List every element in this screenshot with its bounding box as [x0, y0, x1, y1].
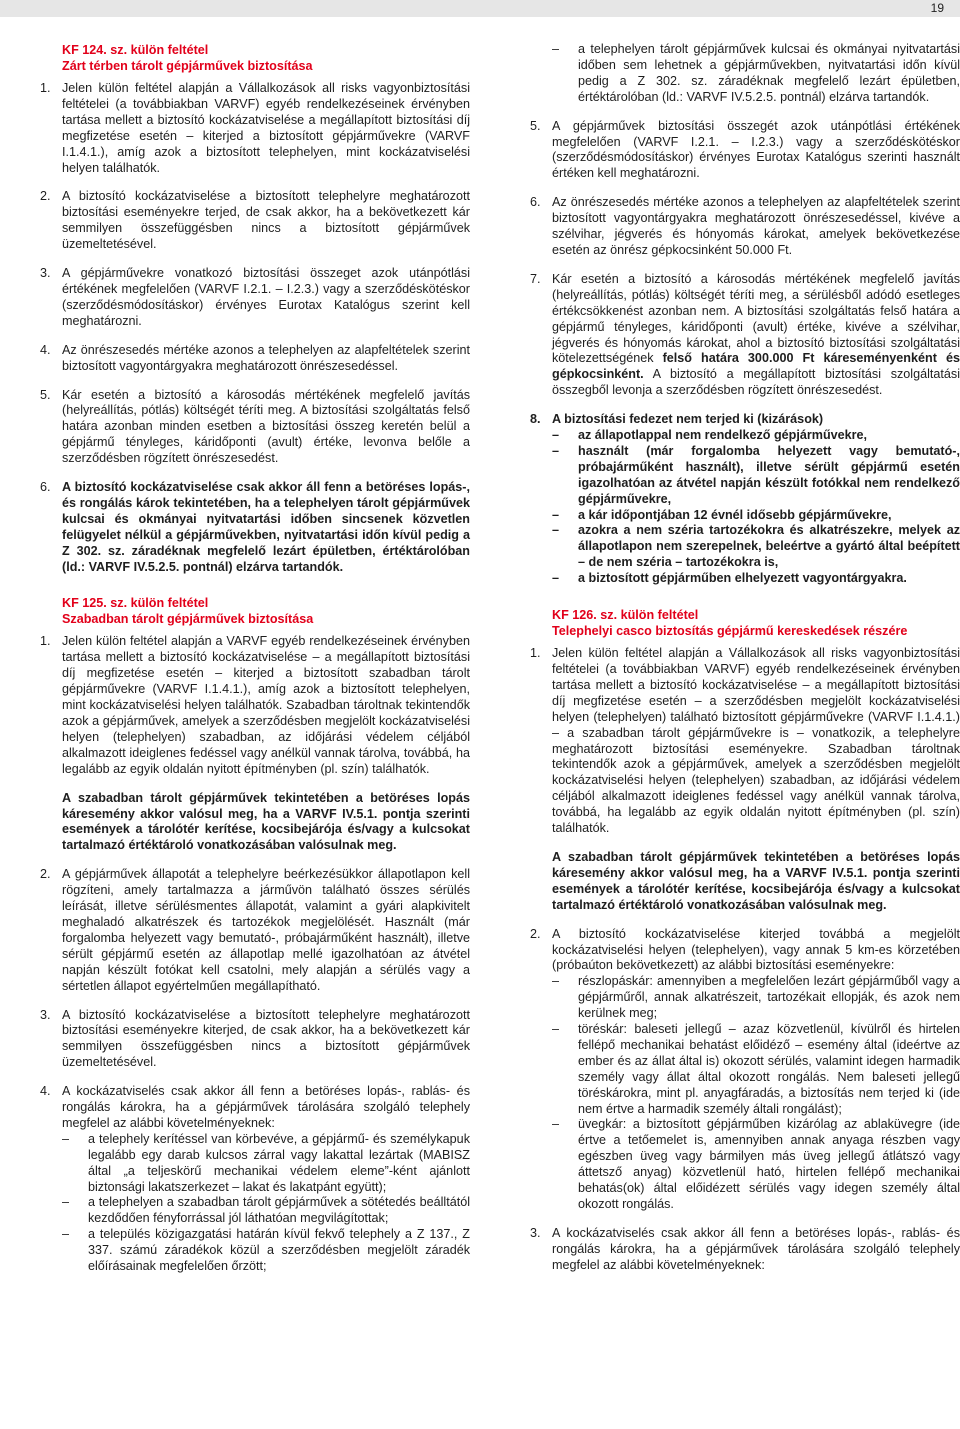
item-text: Jelen külön feltétel alapján a VARVF egyéb rendelkezéseinek érvényben tartása mellett a biztosító kockázatviselése – a megállapított biztosítási díj megfizetése esetén – kiterjed a biztosított szabadban tárolt gépjárművekre (VARVF I.1.4.1.), amíg azok a biztosított telephelyen, mint kockázatviselési helyen találhatók. Szabadban tároltnak tekintendők azok a gépjárművek, amelyek a szerződésben megjelölt kockázatviselési helyen (telephelyen) szabadban, az időjárási védelem céljából alkalmazott ideiglenes fedéssel vagy anélkül vannak tárolva, továbbá, ha legalább az egyik oldalán nyitott építményben (pl. szín) találhatók. [62, 634, 470, 776]
kf126-item-2-dash-3: – üvegkár: a biztosított gépjárműben kizárólag az ablaküvegre (ide értve a tetőemelet is, amennyiben annak anyaga részben vagy egészben üveg vagy bármilyen más üveg jellegű átlátszó vagy áttetsző anyag) közvetlenül ható, hirtelen fellépő mechanikai behatás(ok) által előidézett sérülés vagy idegen személy által okozott rongálás. [552, 1117, 960, 1211]
item-text: A biztosító kockázatviselése a biztosított telephelyre meghatározott biztosítási eseményekre kiterjed, de csak akkor, ha a bekövetkezett kár semmilyen összefüggésben nincs a biztosított gépjárművek üzemeltetésével. [62, 1007, 470, 1070]
item-number: 8. [530, 412, 541, 427]
page-number: 19 [930, 1, 944, 15]
exclusion-dash-2: – használt (már forgalomba helyezett vagy bemutató-, próbajárműként használt), illetve sérült gépjármű esetén igazolhatóan az átvétel napján készült fotókkal nem rendelkező gépjárművekre, [552, 443, 960, 506]
page-header-bar [0, 0, 960, 17]
exclusion-dash-5: – a biztosított gépjárműben elhelyezett vagyontárgyakra. [552, 571, 907, 586]
item-number: 2. [530, 926, 541, 941]
item-number: 1. [40, 81, 51, 95]
kf126-item-3 [530, 1226, 960, 1274]
item-number: 6. [40, 480, 51, 495]
item-number: 5. [530, 118, 541, 133]
kf126-item-2 [530, 927, 960, 975]
kf126-title: KF 126. sz. külön feltétel [552, 608, 699, 623]
item-text: Jelen külön feltétel alapján a Vállalkozások all risks vagyonbiztosítási feltételei (a továbbiakban VARVF) egyéb rendelkezéseinek érvényben tartása mellett a biztosító kockázatviselése – a megállapított biztosítási díj megfizetése esetén – a szerződésben megjelölt kockázatviselési helyen (telephelyen) található biztosított gépjárművekre (VARVF I.1.4.1.) – a szabadban tárolt gépjárművekre is – vonatkozik, a telephelyre meghatározott biztosítási eseményekre. Szabadban tároltnak tekintendők azok a gépjárművek, amelyek a szerződésben megjelölt kockázatviselési helyen (telephelyen) szabadban, az időjárási védelem céljából alkalmazott ideiglenes fedéssel vagy anélkül vannak tárolva, továbbá, ha legalább az egyik oldalán nyitott építményben (pl. szín) találhatók. [552, 646, 960, 836]
kf124-item-1 [40, 81, 470, 176]
kf125-item-1 [40, 634, 470, 777]
kf124-item-3 [40, 266, 470, 330]
kf126-item-2-dash-1: – részlopáskár: amennyiben a megfelelően lezárt gépjárműből vagy a gépjárműről, annak alkatrészeit, tartozékait ellopják, és azok nem kerülnek meg; [552, 974, 960, 1021]
kf125-item-4 [40, 1084, 470, 1132]
item-text: A biztosító kockázatviselése a biztosított telephelyre meghatározott biztosítási eseményekre terjed, de csak akkor, ha a bekövetkezett kár semmilyen összefüggésben nincs a biztosított gépjárművek üzemeltetésével. [62, 189, 470, 252]
kf124-subtitle: Zárt térben tárolt gépjárművek biztosítása [62, 59, 313, 73]
item-number: 1. [530, 646, 541, 661]
item-number: 4. [40, 1084, 51, 1099]
kf125-item-4-dash-2: – a telephelyen a szabadban tárolt gépjárművek a sötétedés beálltától kezdődően fényforrással jól láthatóan megvilágítottak; [62, 1195, 470, 1226]
item-text: Kár esetén a biztosító a károsodás mértékének megfelelő javítás (helyreállítás, pótlás) költségét téríti meg. A biztosítási szolgáltatás felső határa azonban minden esetben a biztosítási összeg keretén belül a gépjármű tényleges, káridőponti (avult) értéke, levonva belőle a szerződésben rögzített önrészesedést. [62, 387, 470, 466]
item-number: 3. [40, 266, 51, 281]
item-number: 2. [40, 867, 51, 882]
item-text: Az önrészesedés mértéke azonos a telephelyen az alapfeltételek szerint biztosított vagyontárgyakra meghatározott önrészesedéssel, kivéve a szélvihar, jégverés és hónyomás károkat, amelyek bekövetkezése esetén az önrész gépkocsinként 50.000 Ft. [552, 195, 960, 257]
kf125-item-4-dash-3: – a település közigazgatási határán kívül fekvő telephely a Z 137., Z 337. számú záradékok közül a szerződésben megjelölt záradék előírásainak megfelelően őrzött; [62, 1227, 470, 1274]
kf125-item-5 [530, 119, 960, 183]
kf125-item-8 [530, 412, 960, 428]
exclusion-dash-1: – az állapotlappal nem rendelkező gépjárművekre, [552, 428, 868, 443]
kf124-item-5 [40, 388, 470, 468]
dash-text: használt (már forgalomba helyezett vagy bemutató-, próbajárműként használt), illetve sérült gépjármű esetén igazolhatóan az átvétel napján készült fotókkal nem rendelkező gépjárművekre, [578, 443, 960, 506]
kf124-item-2 [40, 189, 470, 253]
item-text: A kockázatviselés csak akkor áll fenn a betöréses lopás-, rablás- és rongálás károkra, ha a gépjárművek tárolására szolgáló telephely megfelel az alábbi követelményeknek: [62, 1084, 470, 1130]
kf125-subtitle: Szabadban tárolt gépjárművek biztosítása [62, 612, 314, 627]
item-text: A gépjárművek biztosítási összegét azok utánpótlási értékének megfelelően (VARVF I.2.1. – I.2.3.) vagy a szerződéskötéskor (szerződésmódosításkor) érvényes Eurotax Katalógus szerinti használt értéken kell meghatározni. [552, 118, 960, 181]
kf125-item-4-dash-1: – a telephely kerítéssel van körbevéve, a gépjármű- és személykapuk legalább egy darab kulcsos zárral vagy lakattal lezártak (MABISZ által „a teljeskörű mechanikai védelem eleme”-ként ajánlott biztonsági lakatszerkezet – lakat és lakatpánt együtt); [62, 1131, 470, 1194]
item-number: 1. [40, 634, 51, 649]
dash-text: a biztosított gépjárműben elhelyezett vagyontárgyakra. [578, 571, 907, 586]
item-number: 3. [530, 1225, 541, 1240]
left-column [40, 42, 470, 1275]
dash-text: a telephelyen a szabadban tárolt gépjárművek a sötétedés beálltától kezdődően fényforrással jól láthatóan megvilágítottak; [88, 1195, 470, 1226]
item-text: A biztosító kockázatviselése kiterjed továbbá a megjelölt kockázatviselési helyen (telephelyen), vagy annak 5 km-es körzetében (próbaúton bekövetkezett) az alábbi biztosítási eseményekre: [552, 926, 960, 973]
item-text-a: Kár esetén a biztosító a károsodás mértékének megfelelő javítás (helyreállítás, pótlás) költségét téríti meg, a sérülésből adódó esetleges értékcsökkenést azonban nem. A biztosítási szolgáltatás felső határa a gépjármű tényleges, káridőponti (avult) értéke, kivéve a szélvihar, jégverés és hónyomás károkat, ahol a biztosító biztosítási szolgáltatási kötelezettségének [552, 271, 960, 366]
item-number: 6. [530, 195, 541, 210]
item-number: 7. [530, 271, 541, 286]
dash-text: a település közigazgatási határán kívül fekvő telephely a Z 137., Z 337. számú záradékok közül a szerződésben megjelölt záradék előírásainak megfelelően őrzött; [88, 1227, 470, 1274]
item-text: Az önrészesedés mértéke azonos a telephelyen az alapfeltételek szerint biztosított vagyontárgyakra meghatározott önrészesedéssel. [62, 342, 470, 373]
kf125-title: KF 125. sz. külön feltétel [62, 596, 209, 611]
item-text: A gépjárművek állapotát a telephelyre beérkezésükkor állapotlapon kell rögzíteni, amely tartalmazza a járművön található összes sérülés leírását, illetve sérülésmentes állapotát, valamint a gyári alapkivitelt meghaladó alkatrészek és tartozékok megjelölését. Használt (már forgalomba helyezett vagy bemutató-, próbajárműként használt), illetve sérült gépjármű esetén az állapotlap mellé igazolhatóan az átvétel napján készült fotókat kell csatolni, mely alapján a sérülés vagy a sértetlen állapot egyértelműen megállapítható. [62, 867, 470, 993]
item-text: A biztosító kockázatviselése csak akkor áll fenn a betöréses lopás-, és rongálás károk tekintetében, ha a telephelyen tárolt gépjárművek kulcsai és okmányai nyitvatartási időben sincsenek közvetlen felügyelet nélkül a gépjárművekben, nyitvatartási időn kívül pedig a Z 302. sz. záradéknak megfelelő lezárt épületben, értéktárolóban (ld.: VARVF IV.5.2.5. pontnál) elzárva tartandók. [62, 480, 470, 574]
dash-text: azokra a nem széria tartozékokra és alkatrészekre, melyek az állapotlapon nem szerepelnek, beleértve a gyártó által beépített – de nem széria – tartozékokra is, [578, 523, 960, 570]
kf125-item-1-bold: A szabadban tárolt gépjárművek tekintetében a betöréses lopás káresemény akkor valósul meg, ha a VARVF IV.5.1. pontja szerinti események a tárolótér kerítése, kocsibejárója és/vagy a kulcsokat tartalmazó értéktároló vonatkozásában valósulnak meg. [62, 790, 470, 853]
kf124-item-4 [40, 343, 470, 375]
kf126-item-1 [530, 646, 960, 837]
item-number: 4. [40, 342, 51, 357]
item-number: 2. [40, 189, 51, 204]
dash-text: a telephely kerítéssel van körbevéve, a gépjármű- és személykapuk legalább egy darab kulcsos zárral vagy lakattal lezártak (MABISZ által „a teljeskörű mechanikai védelem eleme”-ként ajánlott biztonsági lakatszerkezet – lakat és lakatpánt együtt); [88, 1131, 470, 1194]
kf124-item-6 [40, 480, 470, 575]
kf125-item-7 [530, 272, 960, 399]
item-text: A biztosítási fedezet nem terjed ki (kizárások) [552, 412, 824, 427]
kf125-item-2 [40, 867, 470, 994]
item-text-bold: felső határa 300.000 Ft káreseményenként és gépkocsinként. [552, 351, 960, 382]
exclusion-dash-3: – a kár időpontjában 12 évnél idősebb gépjárművekre, [552, 507, 892, 522]
item-text-b: A biztosító a megállapított biztosítási szolgáltatási összegből levonja a szerződésben rögzített önrészesedést. [552, 367, 960, 398]
dash-text: a kár időpontjában 12 évnél idősebb gépjárművekre, [578, 507, 892, 522]
kf125-item-3 [40, 1008, 470, 1072]
dash-text: töréskár: baleseti jellegű – azaz közvetlenül, kívülről és hirtelen fellépő mechanikai behatást előidéző – esemény által (ideértve az ember és az állat által is) okozott sérülés, valamint idegen harmadik személy vagy állat által okozott rongálás. Nem baleseti jellegű töréskárokra, mint pl. anyagfáradás, a biztosítás nem terjed ki (ide nem értve a harmadik személy általi rongálást); [578, 1022, 960, 1116]
dash-text: a telephelyen tárolt gépjárművek kulcsai és okmányai nyitvatartási időben sem lehetnek a gépjárművekben, nyitvatartási időn kívül pedig a Z 302. sz. záradéknak megfelelő lezárt épületben, értéktárolóban (ld.: VARVF IV.5.2.5. pontnál) elzárva tartandók. [578, 42, 960, 104]
item-text: A kockázatviselés csak akkor áll fenn a betöréses lopás-, rablás- és rongálás károkra, ha a gépjárművek tárolására szolgáló telephely megfelel az alábbi követelményeknek: [552, 1225, 960, 1272]
dash-text: részlopáskár: amennyiben a megfelelően lezárt gépjárműből vagy a gépjárműről, annak alkatrészeit, tartozékait ellopják, és azok nem kerülnek meg; [578, 974, 960, 1021]
kf126-item-2-dash-2: – töréskár: baleseti jellegű – azaz közvetlenül, kívülről és hirtelen fellépő mechanikai behatást előidéző – esemény által (ideértve az ember és az állat által is) okozott sérülés, valamint idegen harmadik személy vagy állat által okozott rongálás. Nem baleseti jellegű töréskárokra, mint pl. anyagfáradás, a biztosítás nem terjed ki (ide nem értve a harmadik személy általi rongálást); [552, 1022, 960, 1116]
item-text: A gépjárművekre vonatkozó biztosítási összeget azok utánpótlási értékének megfelelően (VARVF I.2.1. – I.2.3.) vagy a szerződéskötéskor (szerződésmódosításkor) érvényes Eurotax Katalógus szerint kell meghatározni. [62, 266, 470, 328]
kf124-title: KF 124. sz. külön feltétel [62, 43, 209, 57]
continued-dash: – a telephelyen tárolt gépjárművek kulcsai és okmányai nyitvatartási időben sem lehetnek a gépjárművekben, nyitvatartási időn kívül pedig a Z 302. sz. záradéknak megfelelő lezárt épületben, értéktárolóban (ld.: VARVF IV.5.2.5. pontnál) elzárva tartandók. [552, 42, 960, 104]
dash-text: az állapotlappal nem rendelkező gépjárművekre, [578, 428, 868, 443]
kf125-item-6 [530, 195, 960, 259]
item-number: 3. [40, 1007, 51, 1022]
item-number: 5. [40, 387, 51, 402]
kf126-item-1-bold: A szabadban tárolt gépjárművek tekintetében a betöréses lopás káresemény akkor valósul meg, ha a VARVF IV.5.1. pontja szerinti események a tárolótér kerítése, kocsibejárója és/vagy a kulcsokat tartalmazó értéktároló vonatkozásában valósulnak meg. [552, 849, 960, 912]
exclusion-dash-4: – azokra a nem széria tartozékokra és alkatrészekre, melyek az állapotlapon nem szerepelnek, beleértve a gyártó által beépített – de nem széria – tartozékokra is, [552, 523, 960, 570]
item-text: Jelen külön feltétel alapján a Vállalkozások all risks vagyonbiztosítási feltételei (a továbbiakban VARVF) egyéb rendelkezéseinek érvényben tartása mellett a biztosító kockázatviselése a megállapított biztosítási díj megfizetése esetén – kiterjed a biztosított gépjárművekre (VARVF I.1.4.1.), amíg azok a biztosított telephelyen, mint kockázatviselési helyen találhatók. [62, 81, 470, 175]
right-column [530, 42, 960, 1274]
kf126-subtitle: Telephelyi casco biztosítás gépjármű kereskedések részére [552, 624, 908, 639]
dash-text: üvegkár: a biztosított gépjárműben kizárólag az ablaküvegre (ide értve a tetőemelet is, amennyiben annak anyaga részben vagy egészben üveg vagy bármilyen más üveg jellegű átlátszó vagy áttetsző anyag) közvetlenül ható, hirtelen fellépő mechanikai behatás(ok) által előidézett sérülés vagy idegen személy által okozott rongálás. [578, 1117, 960, 1211]
